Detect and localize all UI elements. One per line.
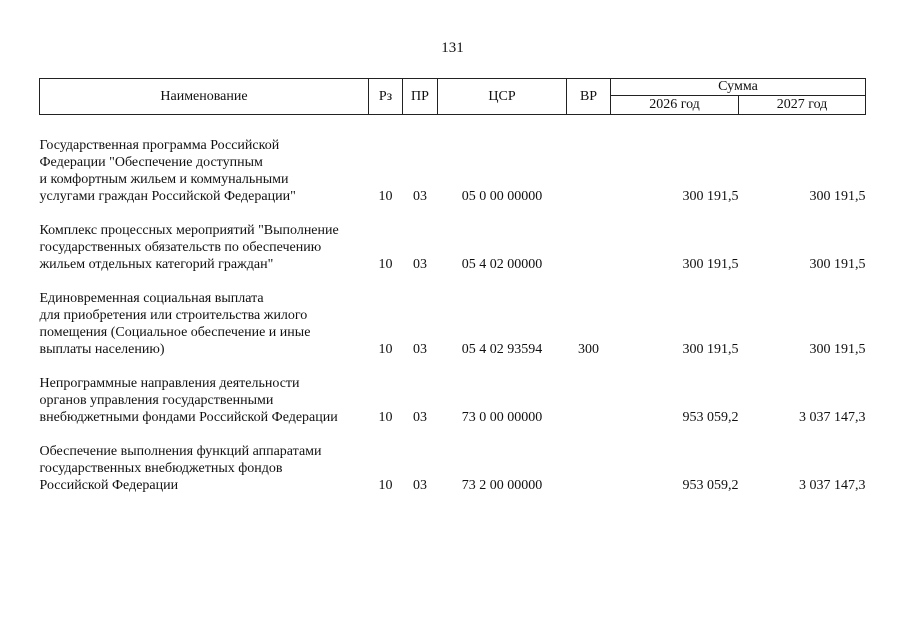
row-rz: 10	[378, 257, 393, 272]
table-row	[40, 375, 866, 426]
row-pr: 03	[413, 478, 427, 493]
table-row	[40, 137, 866, 205]
row-name	[40, 222, 369, 273]
budget-table	[39, 78, 866, 494]
row-sum-2026: 300 191,5	[682, 257, 739, 272]
row-name-line: жильем отдельных категорий граждан"	[39, 257, 274, 272]
row-rz: 10	[378, 478, 393, 493]
row-sum-2026: 300 191,5	[682, 342, 739, 357]
row-vr	[567, 222, 611, 273]
table-body	[40, 115, 866, 495]
header-rz: Рз	[369, 79, 403, 115]
row-name-line: и комфортным жильем и коммунальными	[39, 172, 289, 187]
row-name-line: Непрограммные направления деятельности	[39, 376, 300, 391]
header-vr: ВР	[567, 79, 611, 115]
header-year-2026: 2026 год	[611, 96, 739, 115]
row-vr	[567, 137, 611, 205]
row-rz: 10	[378, 342, 393, 357]
row-sum-2027: 3 037 147,3	[799, 478, 866, 493]
header-name: Наименование	[40, 79, 369, 115]
row-name	[40, 375, 369, 426]
row-name-line: помещения (Социальное обеспечение и иные	[39, 325, 311, 340]
header-csr: ЦСР	[438, 79, 567, 115]
row-name-line: Федерации "Обеспечение доступным	[39, 155, 263, 170]
row-sum-2026: 300 191,5	[682, 189, 739, 204]
row-rz: 10	[378, 189, 393, 204]
row-name-line: Комплекс процессных мероприятий "Выполнение	[39, 223, 339, 238]
row-name	[40, 290, 369, 358]
page-number: 131	[441, 40, 464, 56]
row-name-line: услугами граждан Российской Федерации"	[39, 189, 296, 204]
row-name-line: Российской Федерации	[39, 478, 179, 493]
header-sum: Сумма	[611, 79, 866, 96]
row-csr: 05 4 02 00000	[461, 257, 543, 272]
row-name-line: выплаты населению)	[39, 342, 165, 357]
row-sum-2027: 3 037 147,3	[799, 410, 866, 425]
row-name-line: для приобретения или строительства жилого	[39, 308, 308, 323]
row-vr: 300	[578, 342, 599, 357]
row-name	[40, 137, 369, 205]
row-csr: 73 0 00 00000	[461, 410, 543, 425]
row-sum-2027: 300 191,5	[809, 189, 866, 204]
table-header	[40, 79, 866, 115]
row-csr: 05 0 00 00000	[461, 189, 543, 204]
row-csr: 73 2 00 00000	[461, 478, 543, 493]
table-row	[40, 443, 866, 494]
row-name-line: Обеспечение выполнения функций аппаратами	[39, 444, 322, 459]
header-year-2027: 2027 год	[739, 96, 866, 115]
row-sum-2027: 300 191,5	[809, 257, 866, 272]
row-name	[40, 443, 369, 494]
row-name-line: Государственная программа Российской	[39, 138, 280, 153]
row-name-line: внебюджетными фондами Российской Федерации	[39, 410, 338, 425]
row-pr: 03	[413, 342, 427, 357]
table-row	[40, 222, 866, 273]
row-vr	[567, 375, 611, 426]
row-pr: 03	[413, 189, 427, 204]
row-pr: 03	[413, 410, 427, 425]
row-rz: 10	[378, 410, 393, 425]
row-name-line: государственных внебюджетных фондов	[39, 461, 283, 476]
row-name-line: органов управления государственными	[39, 393, 274, 408]
header-pr: ПР	[403, 79, 438, 115]
row-sum-2027: 300 191,5	[809, 342, 866, 357]
row-pr: 03	[413, 257, 427, 272]
row-csr: 05 4 02 93594	[461, 342, 543, 357]
row-sum-2026: 953 059,2	[682, 410, 739, 425]
row-vr	[567, 443, 611, 494]
table-row	[40, 290, 866, 358]
row-name-line: государственных обязательств по обеспечению	[39, 240, 322, 255]
row-sum-2026: 953 059,2	[682, 478, 739, 493]
row-name-line: Единовременная социальная выплата	[39, 291, 264, 306]
